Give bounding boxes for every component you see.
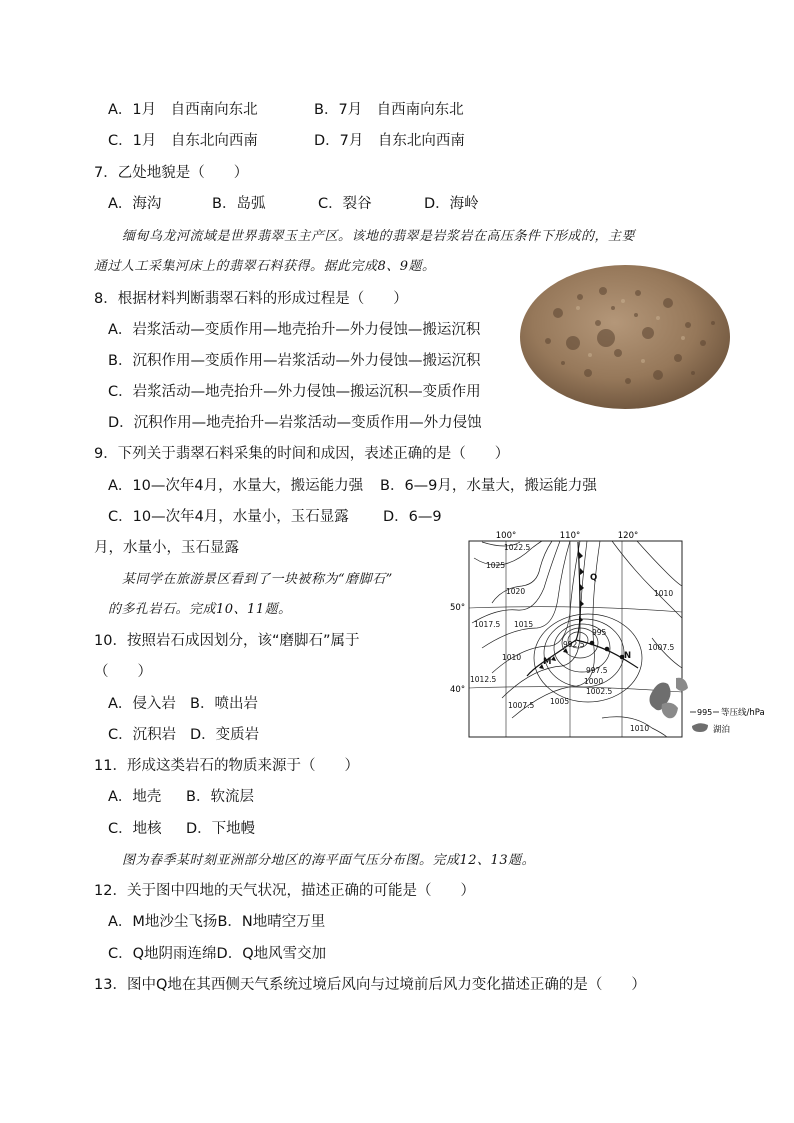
q10-option-d: D．变质岩: [190, 727, 260, 743]
lat-label-40: 40°: [450, 685, 466, 695]
q7-option-d: D．海岭: [424, 196, 479, 212]
q12-option-c-text: C．Q地阴雨连绵: [108, 946, 217, 962]
q10-option-a: A．侵入岩: [108, 696, 176, 712]
q12-stem: 12．关于图中四地的天气状况，描述正确的可能是（ ）: [94, 883, 475, 899]
isobar-label-1012-5: 1012.5: [470, 675, 497, 684]
isobar-label-1015: 1015: [514, 620, 534, 629]
q12-option-b-text: B．N地晴空万里: [217, 914, 326, 930]
material-12-13: 图为春季某时刻亚洲部分地区的海平面气压分布图。完成12、13题。: [122, 853, 536, 868]
isobar-label-1007-5-a: 1007.5: [508, 701, 535, 710]
isobar-label-1005: 1005: [550, 697, 570, 706]
q6-option-b: B．7月 自西南向东北: [314, 102, 464, 118]
q10-option-b: B．喷出岩: [190, 696, 258, 712]
q7-stem: 7．乙处地貌是（ ）: [94, 165, 249, 181]
isobar-label-1010-a: 1010: [502, 653, 522, 662]
isobar-label-1002-5: 1002.5: [586, 687, 613, 696]
q9-option-d-part1: D．6—9: [383, 509, 442, 525]
q8-option-a: A．岩浆活动—变质作用—地壳抬升—外力侵蚀—搬运沉积: [108, 322, 481, 338]
q9-option-b: B．6—9月，水量大，搬运能力强: [380, 478, 597, 494]
lon-label-100: 100°: [495, 531, 517, 541]
material-10-11-line2: 的多孔岩石。完成10、11题。: [108, 602, 292, 617]
q8-option-d: D．沉积作用—地壳抬升—岩浆活动—变质作用—外力侵蚀: [108, 415, 482, 431]
q9-option-a: A．10—次年4月，水量大，搬运能力强: [108, 478, 364, 494]
q12-option-c: [108, 945, 326, 963]
q12-option-a: [108, 913, 325, 931]
isobar-label-997-5: 997.5: [586, 666, 608, 675]
material-10-11-line1: 某同学在旅游景区看到了一块被称为“磨脚石”: [122, 572, 393, 587]
q7-option-c: C．裂谷: [318, 196, 372, 212]
map-legend: [690, 707, 765, 735]
q9-option-d-part2: 月，水量小，玉石显露: [94, 540, 239, 556]
q6-option-a: A．1月 自西南向东北: [108, 102, 258, 118]
isobar-label-1022-5: 1022.5: [504, 543, 531, 552]
jade-stone-image: [518, 263, 732, 411]
isobar-label-1017-5: 1017.5: [474, 620, 501, 629]
lon-label-110: 110°: [559, 531, 581, 541]
lon-label-120: 120°: [617, 531, 639, 541]
material-8-9-line2: 通过人工采集河床上的翡翠石料获得。据此完成8、9题。: [94, 259, 436, 274]
point-q: Q: [590, 573, 598, 583]
q12-option-a-text: A．M地沙尘飞扬: [108, 914, 218, 930]
map-frame: [469, 541, 682, 737]
q6-option-d: D．7月 自东北向西南: [314, 133, 465, 149]
isobar-label-1020: 1020: [506, 587, 526, 596]
legend-lake-label: 湖泊: [713, 725, 731, 735]
legend-isobar-label: 等压线/hPa: [721, 708, 765, 718]
point-n: N: [624, 651, 632, 661]
legend-isobar-value: 995: [697, 708, 713, 717]
q7-option-b: B．岛弧: [212, 196, 266, 212]
q8-option-c: C．岩浆活动—地壳抬升—外力侵蚀—搬运沉积—变质作用: [108, 384, 481, 400]
q11-option-c: C．地核: [108, 821, 162, 837]
q11-option-a: A．地壳: [108, 789, 162, 805]
isobar-label-995: 995: [592, 628, 607, 637]
q9-option-c: C．10—次年4月，水量小，玉石显露: [108, 509, 349, 525]
material-8-9-line1: 缅甸乌龙河流域是世界翡翠玉主产区。该地的翡翠是岩浆岩在高压条件下形成的，主要: [122, 229, 636, 244]
q8-stem: 8．根据材料判断翡翠石料的形成过程是（ ）: [94, 291, 408, 307]
q8-option-b: B．沉积作用—变质作用—岩浆活动—外力侵蚀—搬运沉积: [108, 353, 481, 369]
q6-option-c: C．1月 自东北向西南: [108, 133, 258, 149]
q7-option-a: A．海沟: [108, 196, 162, 212]
q10-stem-part1: 10．按照岩石成因划分，该“磨脚石”属于: [94, 633, 360, 649]
q11-option-b: B．软流层: [186, 789, 254, 805]
point-m: M: [543, 657, 552, 667]
q9-stem: 9．下列关于翡翠石料采集的时间和成因，表述正确的是（ ）: [94, 446, 510, 462]
isobar-label-1000: 1000: [584, 677, 604, 686]
isobar-label-992-5: 992.5: [563, 640, 585, 649]
isobar-label-1010-b: 1010: [654, 589, 674, 598]
q10-option-c: C．沉积岩: [108, 727, 177, 743]
q11-stem: 11．形成这类岩石的物质来源于（ ）: [94, 758, 359, 774]
q13-stem: 13．图中Q地在其西侧天气系统过境后风向与过境前后风力变化描述正确的是（ ）: [94, 977, 646, 993]
legend-lake-swatch: [692, 723, 708, 732]
isobar-label-1007-5-b: 1007.5: [648, 643, 675, 652]
q10-stem-part2: （ ）: [94, 664, 152, 680]
lat-label-50: 50°: [450, 603, 466, 613]
sea-level-pressure-map: [450, 528, 792, 742]
isobar-label-1025: 1025: [486, 561, 506, 570]
q11-option-d: D．下地幔: [186, 821, 256, 837]
isobar-label-1010-c: 1010: [630, 724, 650, 733]
q12-option-d-text: D．Q地风雪交加: [216, 946, 327, 962]
